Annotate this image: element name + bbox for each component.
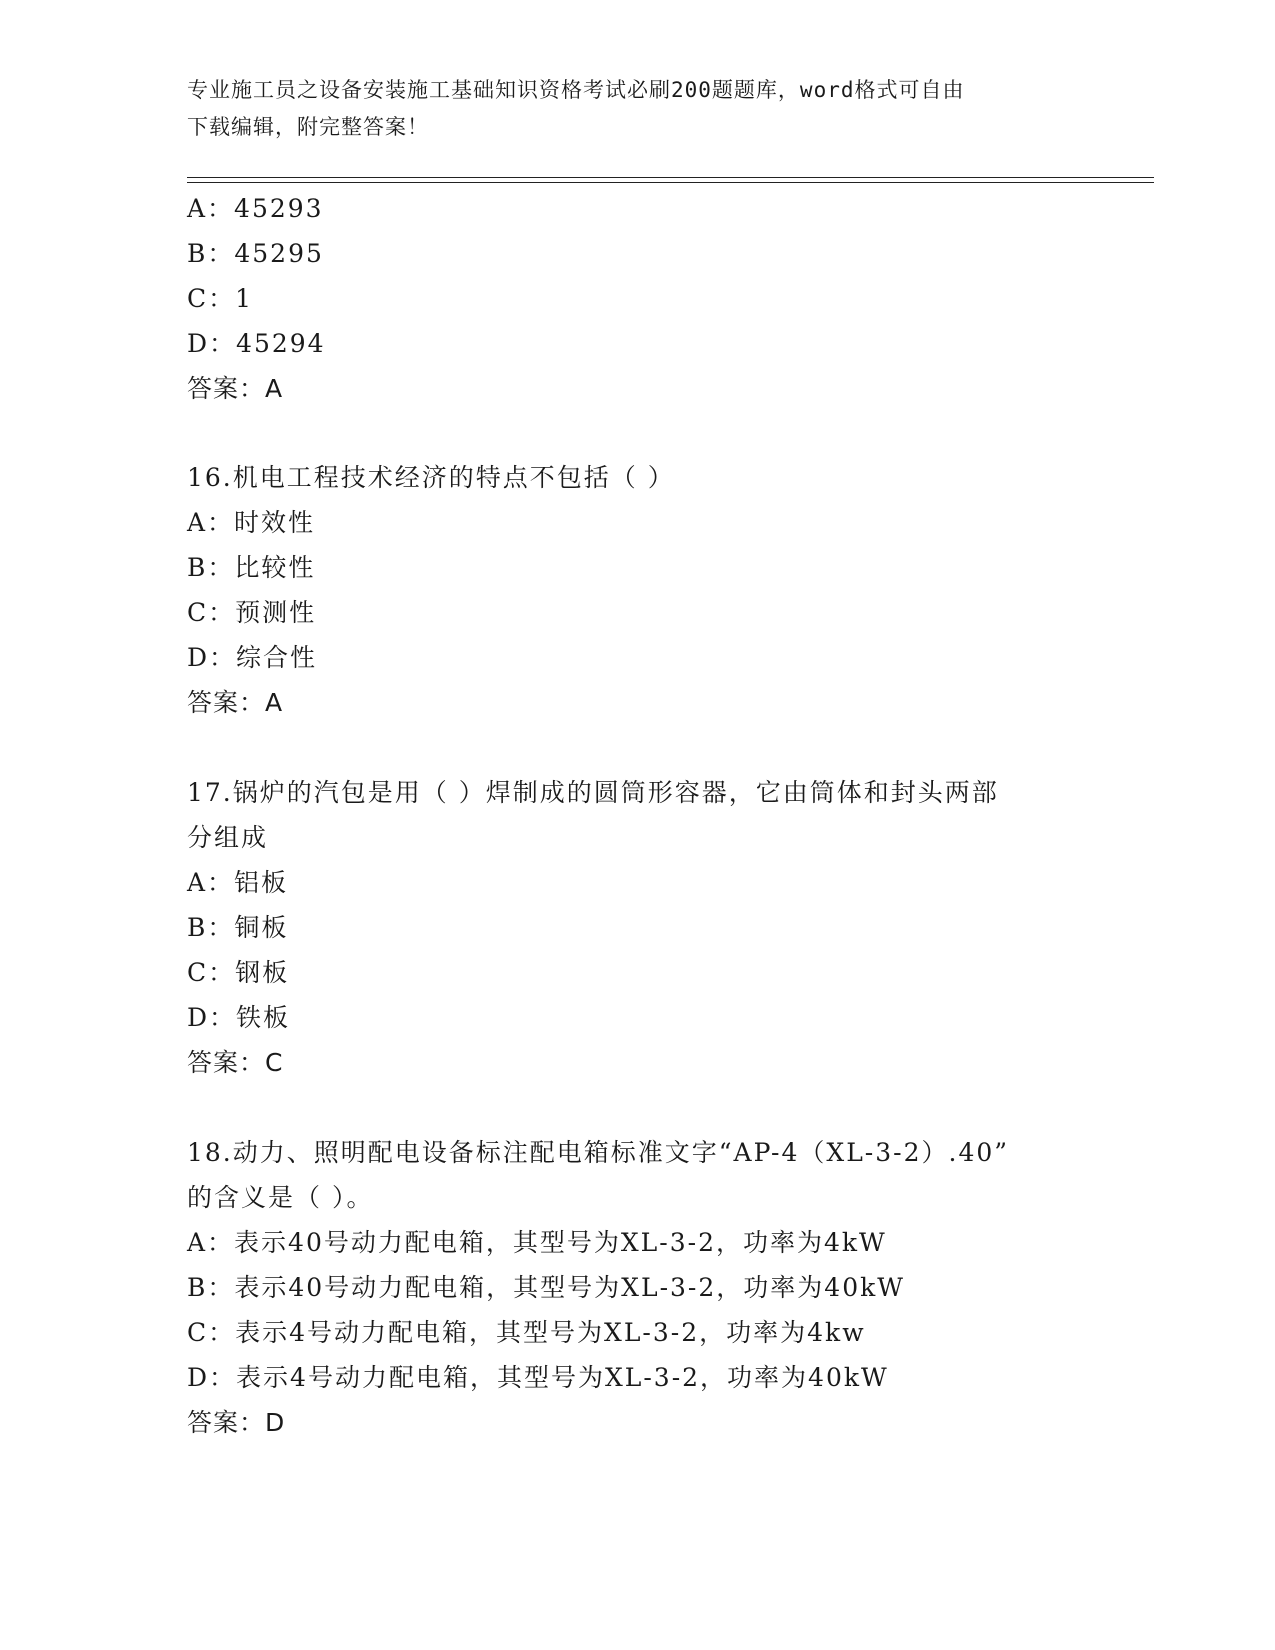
q16-option-b: B：比较性 [187,553,316,582]
q18-answer: 答案：D [187,1408,286,1437]
q15-option-a: A：45293 [187,194,324,223]
header-line-1: 专业施工员之设备安装施工基础知识资格考试必刷200题题库，word格式可自由 [187,78,965,102]
q15-answer: 答案：A [187,374,284,403]
q18-option-a: A：表示40号动力配电箱，其型号为XL-3-2，功率为4kW [187,1228,887,1257]
q16-option-d: D：综合性 [187,643,318,672]
q18-option-d: D：表示4号动力配电箱，其型号为XL-3-2，功率为40kW [187,1363,889,1392]
q18-option-c: C：表示4号动力配电箱，其型号为XL-3-2，功率为4kw [187,1318,866,1347]
document-header [187,72,1067,146]
q15-option-b: B：45295 [187,239,324,268]
q17-answer: 答案：C [187,1048,284,1077]
q15-option-c: C：1 [187,284,254,313]
header-divider-second [187,182,1154,183]
q15-option-d: D：45294 [187,329,326,358]
q18-option-b: B：表示40号动力配电箱，其型号为XL-3-2，功率为40kW [187,1273,905,1302]
q16-answer: 答案：A [187,688,284,717]
header-divider [187,177,1154,178]
q17-option-b: B：铜板 [187,913,289,942]
q17-stem-line-2: 分组成 [187,823,269,852]
q17-option-a: A：铝板 [187,868,289,897]
q17-option-c: C：钢板 [187,958,290,987]
q16-option-c: C：预测性 [187,598,317,627]
q18-stem-line-2: 的含义是（ ）。 [187,1183,374,1212]
q17-stem-line-1: 17.锅炉的汽包是用（ ）焊制成的圆筒形容器，它由筒体和封头两部 [187,778,999,807]
q16-stem: 16.机电工程技术经济的特点不包括（ ） [187,463,675,492]
header-line-2: 下载编辑，附完整答案！ [187,115,429,139]
q16-option-a: A：时效性 [187,508,316,537]
q18-stem-line-1: 18.动力、照明配电设备标注配电箱标准文字“AP-4（XL-3-2）.40” [187,1138,1010,1167]
q17-option-d: D：铁板 [187,1003,291,1032]
